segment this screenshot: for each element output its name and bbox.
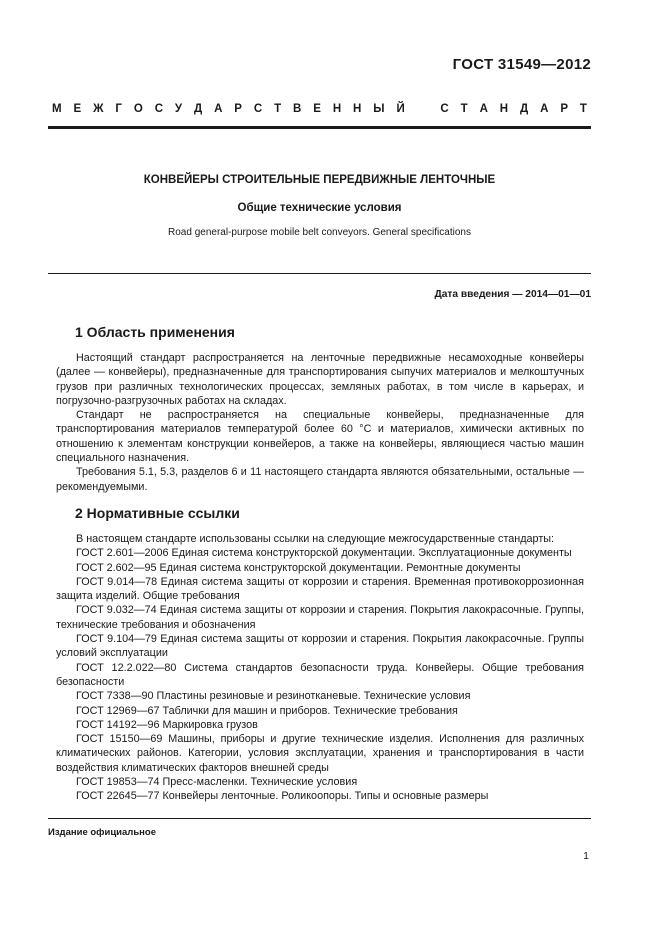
banner-letter: У [174,103,183,115]
banner-letter: В [293,103,302,115]
reference-item: ГОСТ 12969—67 Таблички для машин и приборов. Технические требования [76,704,458,717]
banner-letter: О [133,103,143,115]
banner-letter: М [52,103,62,115]
reference-item: ГОСТ 14192—96 Маркировка грузов [76,718,258,731]
banner-letter: С [154,103,163,115]
title-divider [48,273,591,274]
section-heading-scope: 1 Область применения [75,324,235,340]
document-subtitle: Общие технические условия [237,202,402,214]
banner-letter: Е [73,103,82,115]
banner-letter: С [440,103,449,115]
reference-item: ГОСТ 2.601—2006 Единая система конструкторской документации. Эксплуатационные документы [76,547,572,560]
reference-item: ГОСТ 12.2.022—80 Система стандартов безопасности труда. Конвейеры. Общие требования безопасности [56,661,584,688]
banner-letter: А [479,103,488,115]
paragraph: Требования 5.1, 5.3, разделов 6 и 11 настоящего стандарта являются обязательными, остальные — рекомендуемыми. [56,466,584,493]
banner-letter: А [540,103,549,115]
paragraph: В настоящем стандарте использованы ссылки на следующие межгосударственные стандарты: [76,533,555,545]
banner-letter: Т [579,103,587,115]
interstate-standard-banner [52,103,587,115]
reference-item: ГОСТ 7338—90 Пластины резиновые и резинотканевые. Технические условия [76,690,471,703]
section-body-scope [56,351,584,494]
banner-letter: Е [313,103,321,115]
reference-item: ГОСТ 9.104—79 Единая система защиты от коррозии и старения. Покрытия лакокрасочные. Группы условий эксплуатации [56,633,584,660]
banner-letter: Р [560,103,569,115]
banner-letter: Т [274,103,282,115]
header-divider [48,126,591,129]
document-title: КОНВЕЙЕРЫ СТРОИТЕЛЬНЫЕ ПЕРЕДВИЖНЫЕ ЛЕНТОЧНЫЕ [143,174,496,186]
footer-divider [48,818,591,819]
reference-item: ГОСТ 9.032—74 Единая система защиты от коррозии и старения. Покрытия лакокрасочные. Группы, технические требования и обозначения [56,604,584,631]
effective-date: Дата введения — 2014—01—01 [434,289,591,300]
reference-item: ГОСТ 19853—74 Пресс-масленки. Технические условия [76,776,358,789]
gost-identifier: ГОСТ 31549—2012 [452,56,591,73]
banner-letter: С [253,103,263,115]
banner-letter: Т [460,103,468,115]
paragraph: Стандарт не распространяется на специальные конвейеры, предназначенные для транспортирования материалов температурой более 60 °С и материалов, химически активных по отношению к элементам конструкции конвейеров, а также на конвейеры, являющиеся частью машин специального назначения. [56,409,584,465]
reference-item: ГОСТ 15150—69 Машины, приборы и другие технические изделия. Исполнения для различных климатических районов. Категории, условия эксплуатации, хранения и транспортирования в части воздействия климатических факторов внешней среды [56,733,584,774]
official-edition-label: Издание официальное [48,827,156,838]
banner-letter: Р [234,103,242,115]
page-number: 1 [583,850,589,862]
banner-letter: Ж [93,103,104,115]
banner-letter: Н [353,103,362,115]
banner-letter: Г [115,103,122,115]
banner-letter: Й [396,103,405,115]
banner-letter: Ы [373,103,385,115]
banner-letter: Н [499,103,509,115]
reference-item: ГОСТ 2.602—95 Единая система конструкторской документации. Ремонтные документы [76,561,521,574]
section-heading-references: 2 Нормативные ссылки [75,505,240,521]
english-title: Road general-purpose mobile belt conveyors. General specifications [168,227,471,238]
banner-letter: Д [193,103,203,115]
paragraph: Настоящий стандарт распространяется на ленточные передвижные несамоходные конвейеры (далее — конвейеры), предназначенные для транспортирования сыпучих материалов и мелкоштучных грузов при различных технологических процессах, земляных работах, в том числе в карьерах, и погрузочно-разгрузочных работах на складах. [56,352,584,407]
reference-item: ГОСТ 22645—77 Конвейеры ленточные. Роликоопоры. Типы и основные размеры [76,790,489,803]
banner-letter: Д [520,103,529,115]
banner-letter: Н [332,103,342,115]
reference-item: ГОСТ 9.014—78 Единая система защиты от коррозии и старения. Временная противокоррозионная защита изделий. Общие требования [56,575,584,603]
section-body-references [56,532,584,804]
banner-letter: А [214,103,223,115]
